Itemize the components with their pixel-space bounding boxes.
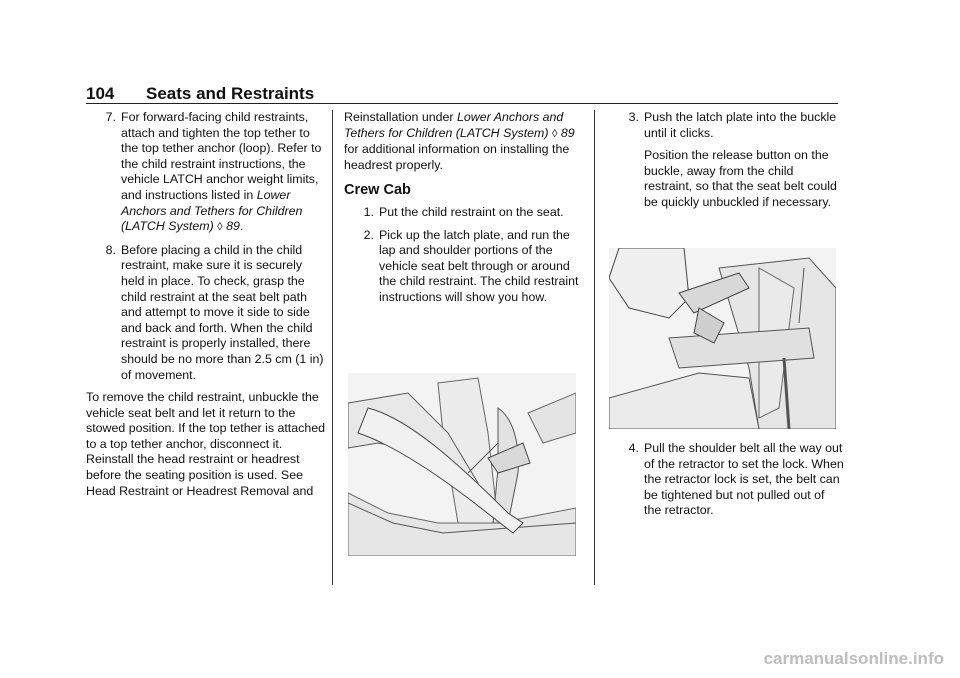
list-item-7 xyxy=(86,110,326,236)
item-7-text: For forward-facing child restraints, attach and tighten the top tether to the top tether anchor (loop). Refer to the child restraint instructions, the vehicle LATCH anchor weight limits, and instructions listed in xyxy=(121,110,322,202)
item-text: Push the latch plate into the buckle until it clicks. xyxy=(644,110,837,140)
latch-link[interactable]: Lower Anchors and Tethers for Children (LATCH System) xyxy=(121,187,303,234)
item-3-note: Position the release button on the buckle, away from the child restraint, so that the seat belt could be quickly unbuckled if necessary. xyxy=(644,148,837,209)
item-text: Pick up the latch plate, and run the lap and shoulder portions of the vehicle seat belt through or around the child restraint. The child restraint instructions will show you how. xyxy=(379,227,579,304)
item-number: 4. xyxy=(628,441,639,455)
column-divider-left xyxy=(332,110,333,585)
item-text xyxy=(121,110,326,236)
item-number: 7. xyxy=(105,110,116,124)
list-item-3 xyxy=(609,110,844,141)
item-number: 8. xyxy=(105,242,116,257)
page-header xyxy=(86,80,838,104)
continuation-text: Reinstallation under xyxy=(344,110,454,124)
list-item-8 xyxy=(86,243,326,383)
page-reference-arrow-icon: ◊ xyxy=(217,221,223,234)
latch-buckle-illustration xyxy=(609,248,836,429)
list-item-4 xyxy=(609,441,844,519)
column-1 xyxy=(86,110,326,506)
list-item-1 xyxy=(344,205,584,221)
belt-routing-illustration xyxy=(348,373,576,556)
continuation-paragraph xyxy=(344,110,584,173)
column-3 xyxy=(609,110,844,218)
list-item-2 xyxy=(344,228,584,306)
watermark: carmanualsonline.info xyxy=(763,649,944,668)
item-text: Before placing a child in the child restraint, make sure it is securely held in place. To check, grasp the child restraint at the seat belt path and attempt to move it side to side and back and forth. When the child restraint is properly installed, there should be no more than 2.5 cm (1 in) of movement. xyxy=(121,242,324,382)
page-ref[interactable]: 89 xyxy=(560,125,575,140)
item-text: Pull the shoulder belt all the way out of the retractor to set the lock. When the retractor lock is set, the belt can be tightened but not pulled out of the retractor. xyxy=(644,441,844,518)
item-number: 1. xyxy=(363,204,374,219)
header-rule xyxy=(86,103,838,104)
item-7-period: . xyxy=(239,219,244,234)
remove-paragraph: To remove the child restraint, unbuckle the vehicle seat belt and let it return to the stowed position. If the top tether is attached to a top tether anchor, disconnect it. Reinstall the head restraint or headrest before the seating position is used. See Head Restraint or Headrest Removal and xyxy=(86,390,326,498)
crew-cab-heading: Crew Cab xyxy=(344,182,411,199)
belt-routing-drawing xyxy=(348,373,576,556)
page-reference-arrow-icon: ◊ xyxy=(551,127,558,140)
continuation-after: for additional information on installing the headrest properly. xyxy=(344,142,570,172)
item-text: Put the child restraint on the seat. xyxy=(379,204,564,219)
latch-buckle-drawing xyxy=(609,248,836,429)
section-title: Seats and Restraints xyxy=(146,84,315,103)
page-number: 104 xyxy=(86,84,115,103)
page-ref[interactable]: 89 xyxy=(226,219,240,234)
column-divider-right xyxy=(594,110,595,585)
column-3-lower xyxy=(609,441,844,526)
item-number: 3. xyxy=(628,110,639,124)
column-2 xyxy=(344,110,584,313)
latch-link[interactable]: Lower Anchors and Tethers for Children (LATCH System) xyxy=(344,110,564,140)
item-number: 2. xyxy=(363,227,374,242)
